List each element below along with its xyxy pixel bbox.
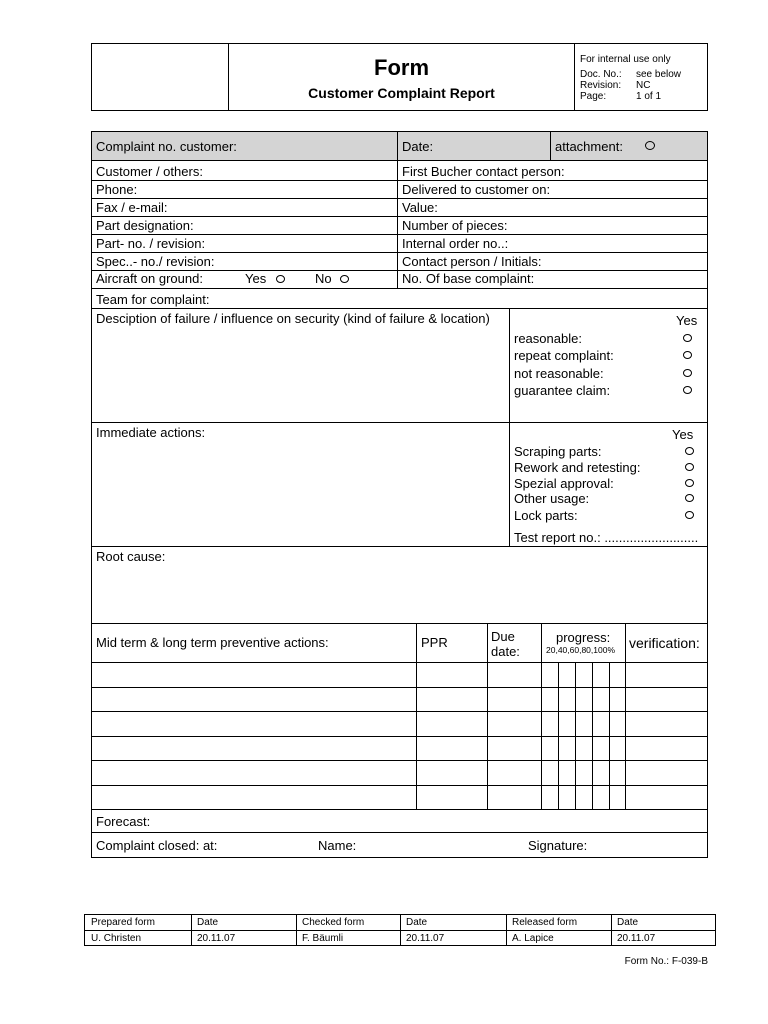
spec-no-field[interactable]: Spec..- no./ revision:	[96, 254, 215, 269]
rework-label: Rework and retesting:	[514, 460, 641, 475]
part-no-field[interactable]: Part- no. / revision:	[96, 236, 206, 251]
scraping-parts-radio[interactable]	[685, 447, 694, 455]
field-rows-divider	[397, 160, 398, 288]
table-row	[91, 760, 708, 761]
spezial-approval-label: Spezial approval:	[514, 476, 614, 491]
table-row	[91, 736, 708, 737]
table-row	[91, 711, 708, 712]
immediate-bottom-line	[91, 546, 708, 547]
value-field[interactable]: Value:	[402, 200, 438, 215]
other-usage-label: Other usage:	[514, 491, 590, 506]
date-field[interactable]: Date:	[402, 139, 434, 154]
not-reasonable-radio[interactable]	[683, 369, 692, 377]
footer-header-checked: Checked form	[302, 917, 365, 928]
lock-parts-radio[interactable]	[685, 511, 694, 519]
repeat-complaint-radio[interactable]	[683, 351, 692, 359]
row-line	[91, 198, 708, 199]
progress-column-header: progress:	[556, 630, 611, 645]
description-field[interactable]: Desciption of failure / influence on security (kind of failure & location)	[96, 311, 490, 326]
row-line	[91, 234, 708, 235]
footer-value-checked: F. Bäumli	[302, 933, 344, 944]
footer-value-date: 20.11.07	[197, 933, 236, 944]
actions-col-line	[487, 623, 488, 809]
attachment-radio[interactable]	[645, 141, 655, 150]
forecast-field[interactable]: Forecast:	[96, 814, 151, 829]
due-column-header-1: Due	[491, 629, 515, 644]
table-row	[91, 785, 708, 786]
row-line	[91, 288, 708, 289]
scraping-parts-label: Scraping parts:	[514, 444, 602, 459]
description-yes-header: Yes	[676, 313, 698, 328]
test-report-field[interactable]: Test report no.: ..........................	[514, 530, 699, 545]
bucher-contact-field[interactable]: First Bucher contact person:	[402, 164, 565, 179]
due-column-header-2: date:	[491, 644, 520, 659]
form-number: Form No.: F-039-B	[624, 956, 708, 967]
page-value: 1 of 1	[636, 91, 662, 102]
form-title: Form	[374, 55, 429, 80]
root-cause-bottom-line	[91, 623, 708, 624]
footer-header-prepared: Prepared form	[91, 917, 155, 928]
root-cause-field[interactable]: Root cause:	[96, 549, 166, 564]
header-divider-right	[574, 43, 575, 111]
customer-field[interactable]: Customer / others:	[96, 164, 203, 179]
phone-field[interactable]: Phone:	[96, 182, 138, 197]
revision-value: NC	[636, 80, 651, 91]
actions-header-line	[91, 662, 708, 663]
not-reasonable-label: not reasonable:	[514, 366, 604, 381]
ppr-column-header: PPR	[421, 635, 448, 650]
footer-value-prepared: U. Christen	[91, 933, 142, 944]
top-row-divider-2	[550, 131, 551, 160]
table-row	[91, 687, 708, 688]
complaint-no-field[interactable]: Complaint no. customer:	[96, 139, 237, 154]
complaint-closed-field[interactable]: Complaint closed: at:	[96, 838, 218, 853]
reasonable-label: reasonable:	[514, 331, 582, 346]
progress-steps: 20,40,60,80,100%	[546, 645, 616, 655]
immediate-actions-field[interactable]: Immediate actions:	[96, 425, 206, 440]
actions-bottom-line	[91, 809, 708, 810]
row-line	[91, 216, 708, 217]
name-field[interactable]: Name:	[318, 838, 357, 853]
actions-col-line	[625, 623, 626, 809]
aog-no-radio[interactable]	[340, 275, 349, 283]
actions-col-line	[416, 623, 417, 809]
footer-value-date: 20.11.07	[406, 933, 445, 944]
actions-column-header: Mid term & long term preventive actions:	[96, 635, 329, 650]
aircraft-on-ground-label: Aircraft on ground:	[96, 271, 203, 286]
base-complaint-field[interactable]: No. Of base complaint:	[402, 271, 535, 286]
top-row-bottom-line	[91, 160, 708, 161]
number-of-pieces-field[interactable]: Number of pieces:	[402, 218, 508, 233]
row-line	[91, 180, 708, 181]
footer-header-date: Date	[197, 917, 219, 928]
reasonable-radio[interactable]	[683, 334, 692, 342]
immediate-yes-header: Yes	[672, 427, 694, 442]
description-divider	[509, 308, 510, 546]
footer-col-line	[506, 914, 507, 946]
footer-value-released: A. Lapice	[512, 933, 554, 944]
aog-yes-label: Yes	[245, 271, 267, 286]
footer-col-line	[296, 914, 297, 946]
top-row-divider-1	[397, 131, 398, 160]
lock-parts-label: Lock parts:	[514, 508, 578, 523]
description-bottom-line	[91, 422, 708, 423]
page-label: Page:	[580, 91, 607, 102]
row-line	[91, 252, 708, 253]
delivered-on-field[interactable]: Delivered to customer on:	[402, 182, 551, 197]
doc-no-label: Doc. No.:	[580, 69, 622, 80]
forecast-bottom-line	[91, 832, 708, 833]
attachment-field[interactable]: attachment:	[555, 139, 623, 154]
footer-header-date: Date	[406, 917, 428, 928]
internal-use-note: For internal use only	[580, 54, 671, 65]
aog-no-label: No	[315, 271, 332, 286]
footer-col-line	[191, 914, 192, 946]
footer-col-line	[611, 914, 612, 946]
other-usage-radio[interactable]	[685, 494, 694, 502]
team-bottom-line	[91, 308, 708, 309]
actions-col-line	[541, 623, 542, 809]
internal-order-field[interactable]: Internal order no..:	[402, 236, 509, 251]
guarantee-claim-label: guarantee claim:	[514, 383, 611, 398]
footer-value-date: 20.11.07	[617, 933, 656, 944]
doc-no-value: see below	[636, 69, 682, 80]
verification-column-header: verification:	[629, 635, 700, 651]
rework-radio[interactable]	[685, 463, 694, 471]
team-field[interactable]: Team for complaint:	[96, 292, 210, 307]
contact-initials-field[interactable]: Contact person / Initials:	[402, 254, 542, 269]
fax-email-field[interactable]: Fax / e-mail:	[96, 200, 168, 215]
signature-field[interactable]: Signature:	[528, 838, 588, 853]
footer-col-line	[400, 914, 401, 946]
part-designation-field[interactable]: Part designation:	[96, 218, 194, 233]
spezial-approval-radio[interactable]	[685, 479, 694, 487]
guarantee-claim-radio[interactable]	[683, 386, 692, 394]
aog-yes-radio[interactable]	[276, 275, 285, 283]
footer-header-released: Released form	[512, 917, 578, 928]
footer-header-date: Date	[617, 917, 639, 928]
form-subtitle: Customer Complaint Report	[308, 85, 495, 101]
repeat-complaint-label: repeat complaint:	[514, 348, 614, 363]
revision-label: Revision:	[580, 80, 622, 91]
